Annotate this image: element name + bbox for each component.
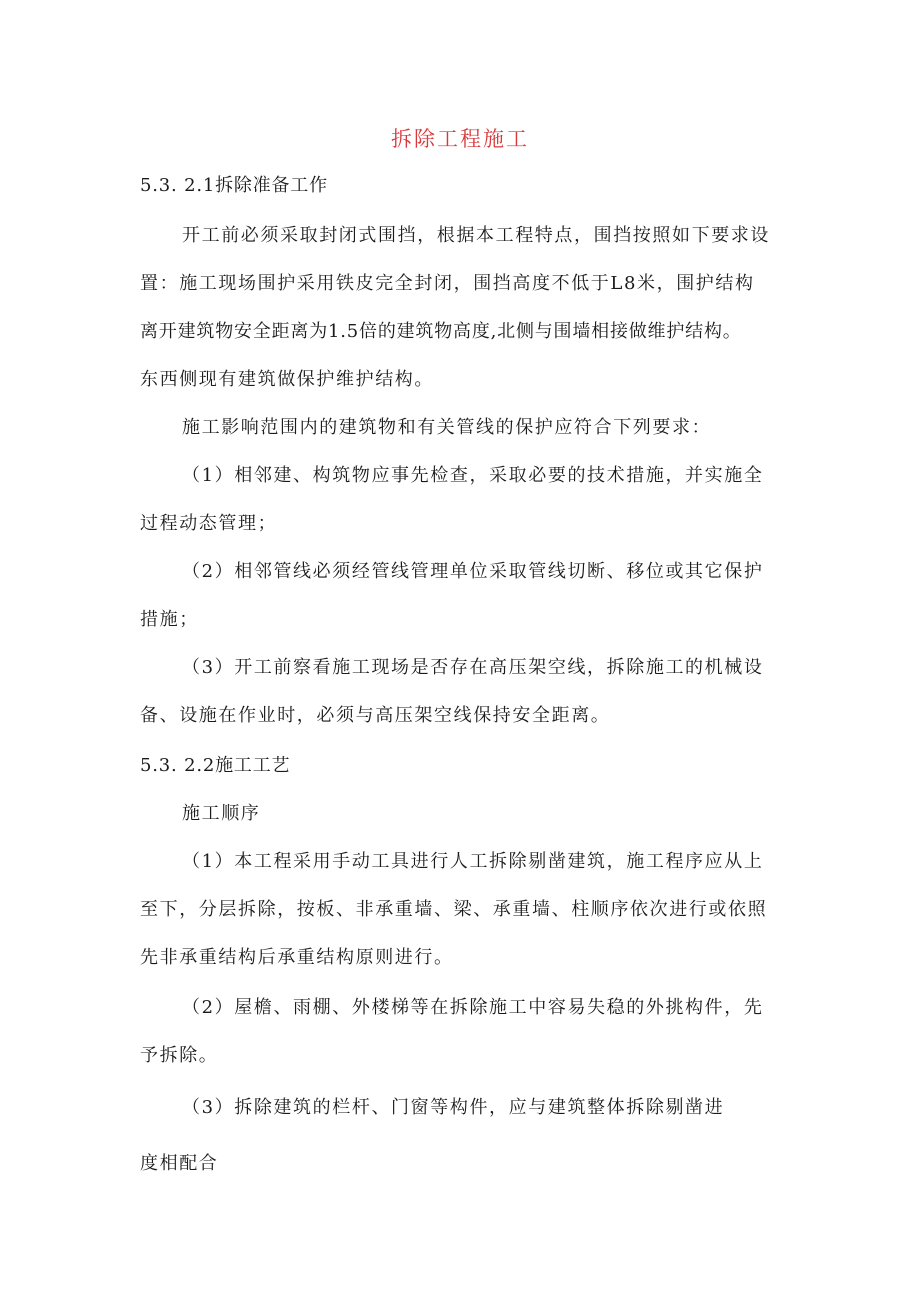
section-heading: 5.3. 2.2施工工艺 — [140, 755, 291, 776]
paragraph-line: 置：施工现场围护采用铁皮完全封闭，围挡高度不低于L8米，围护结构 — [140, 273, 755, 294]
list-item-line: （1）相邻建、构筑物应事先检查，采取必要的技术措施，并实施全 — [182, 465, 764, 486]
section-heading: 5.3. 2.1拆除准备工作 — [140, 175, 328, 196]
list-item-line: （1）本工程采用手动工具进行人工拆除剔凿建筑，施工程序应从上 — [182, 851, 764, 872]
subheading: 施工顺序 — [182, 803, 261, 824]
paragraph-line: 离开建筑物安全距离为1.5倍的建筑物高度,北侧与围墙相接做维护结构。 — [140, 321, 742, 342]
list-item-line: 先非承重结构后承重结构原则进行。 — [140, 947, 454, 968]
paragraph-line: 施工影响范围内的建筑物和有关管线的保护应符合下列要求： — [182, 417, 712, 438]
paragraph-line: 东西侧现有建筑做保护维护结构。 — [140, 369, 434, 390]
list-item-line: 予拆除。 — [140, 1045, 219, 1066]
list-item-line: （3）拆除建筑的栏杆、门窗等构件，应与建筑整体拆除剔凿进 — [182, 1097, 725, 1118]
list-item-line: 过程动态管理； — [140, 513, 278, 534]
list-item-line: 度相配合 — [140, 1153, 219, 1174]
paragraph-line: 开工前必须采取封闭式围挡，根据本工程特点，围挡按照如下要求设 — [182, 225, 770, 246]
document-title: 拆除工程施工 — [391, 127, 529, 151]
list-item-line: （2）相邻管线必须经管线管理单位采取管线切断、移位或其它保护 — [182, 561, 764, 582]
list-item-line: 措施； — [140, 609, 199, 630]
list-item-line: （3）开工前察看施工现场是否存在高压架空线，拆除施工的机械设 — [182, 657, 764, 678]
list-item-line: 备、设施在作业时，必须与高压架空线保持安全距离。 — [140, 705, 611, 726]
list-item-line: 至下，分层拆除，按板、非承重墙、梁、承重墙、柱顺序依次进行或依照 — [140, 899, 768, 920]
list-item-line: （2）屋檐、雨棚、外楼梯等在拆除施工中容易失稳的外挑构件，先 — [182, 997, 764, 1018]
